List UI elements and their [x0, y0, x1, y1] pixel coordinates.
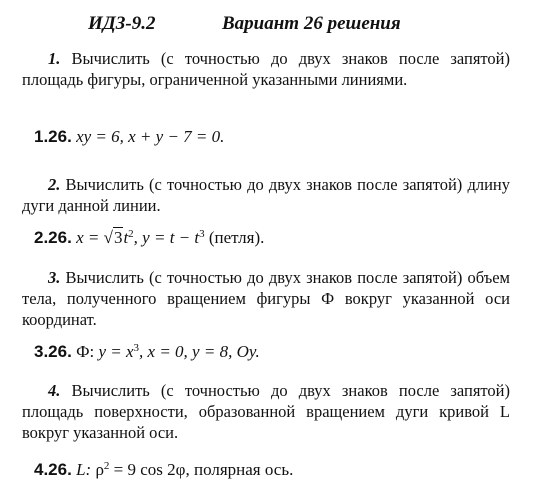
task-4-statement: Вычислить (с точностью до двух знаков после запятой) площадь поверхности, образованной вращением дуги кривой L вокруг указанной оси. — [22, 381, 510, 442]
document-header — [0, 13, 533, 37]
task-2-t: t — [123, 228, 129, 247]
task-2-t-exp: 2 — [128, 228, 134, 240]
task-3-rest: , x = 0, y = 8, Oy. — [139, 342, 260, 361]
task-2-x-expr: x = — [76, 228, 104, 247]
task-4-note: полярная ось. — [193, 460, 294, 479]
task-1-answer — [34, 126, 224, 148]
task-2-text — [22, 174, 510, 216]
task-2-note: (петля). — [208, 228, 265, 247]
task-2-statement: Вычислить (с точностью до двух знаков после запятой) длину дуги данной линии. — [22, 175, 510, 215]
task-3-answer-number: 3.26. — [34, 342, 72, 361]
task-1-equation: xy = 6, x + y − 7 = 0. — [76, 127, 225, 146]
task-2-y-expr: , y = t − t — [133, 228, 200, 247]
task-1-text — [22, 48, 510, 90]
task-3-answer — [34, 341, 260, 363]
task-2-number: 2. — [48, 175, 61, 194]
task-4-answer — [34, 459, 293, 481]
task-4-answer-number: 4.26. — [34, 460, 72, 479]
header-variant: Вариант 26 решения — [222, 13, 401, 34]
task-2-answer-number: 2.26. — [34, 228, 72, 247]
task-3-y-expr: y = x — [98, 342, 134, 361]
task-2-y-exp: 3 — [199, 228, 205, 240]
task-4-label: L: — [76, 460, 92, 479]
sqrt-symbol: √3 — [103, 228, 123, 247]
task-2-root: 3 — [113, 228, 123, 247]
task-4-text — [22, 380, 510, 443]
task-4-rho-exp: 2 — [103, 460, 110, 472]
task-4-rho: ρ — [95, 460, 104, 479]
task-3-text — [22, 267, 510, 330]
task-1-statement: Вычислить (с точностью до двух знаков после запятой) площадь фигуры, ограниченной указанными линиями. — [22, 49, 510, 89]
task-4-number: 4. — [48, 381, 61, 400]
task-1-number: 1. — [48, 49, 61, 68]
task-2-answer — [34, 227, 264, 249]
task-3-y-exp: 3 — [133, 342, 140, 354]
header-id: ИДЗ-9.2 — [88, 13, 156, 34]
task-3-label: Ф: — [76, 342, 95, 361]
task-3-number: 3. — [48, 268, 61, 287]
task-4-rest: = 9 cos 2φ, — [109, 460, 190, 479]
task-3-statement: Вычислить (с точностью до двух знаков после запятой) объем тела, полученного вращением фигуры Ф вокруг указанной оси координат. — [22, 268, 510, 329]
task-1-answer-number: 1.26. — [34, 127, 72, 146]
